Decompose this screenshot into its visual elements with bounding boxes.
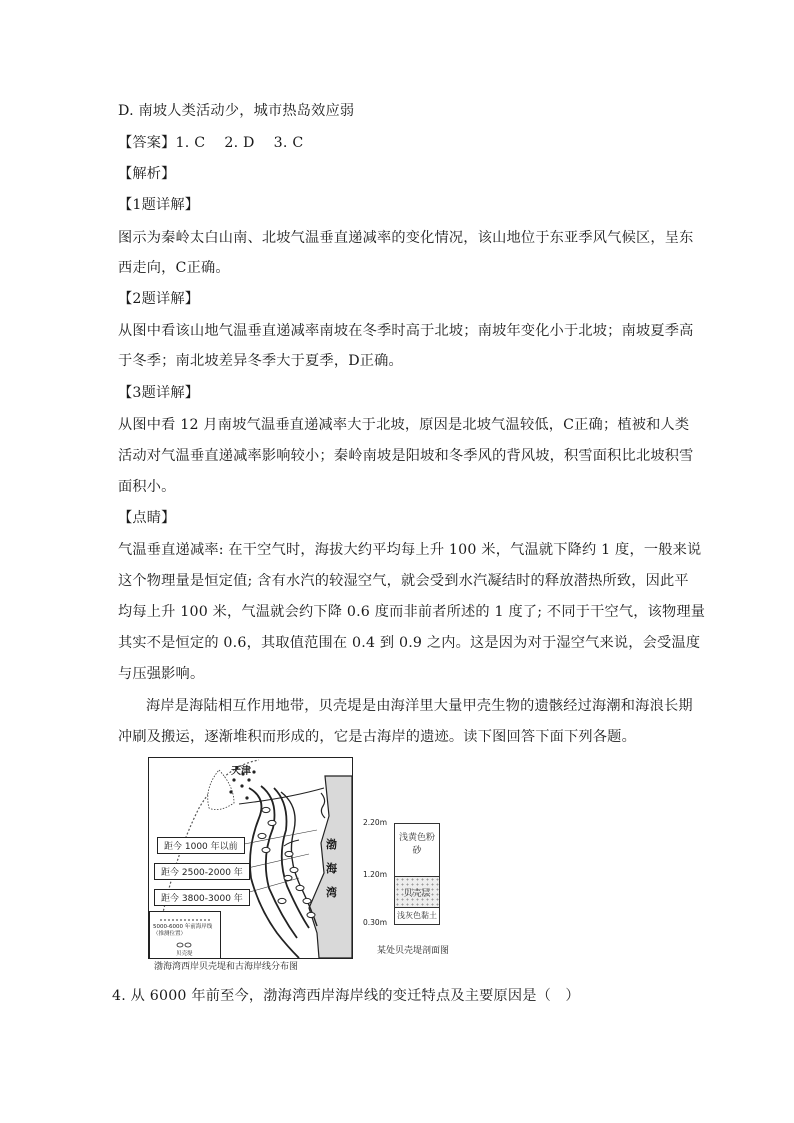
map-legend <box>149 911 221 959</box>
tip-text-5: 与压强影响。 <box>118 666 205 682</box>
passage-line-2: 冲刷及搬运，逐渐堆积而形成的，它是古海岸的遗迹。读下图回答下面下列各题。 <box>118 729 636 745</box>
q1-text-1: 图示为秦岭太白山南、北坡气温垂直递减率的变化情况，该山地位于东亚季风气候区，呈东 <box>118 230 694 246</box>
legend-coastline-label: 5000-6000 年前海岸线（推测位置） <box>153 924 213 937</box>
q3-text-3: 面积小。 <box>118 479 176 495</box>
q2-text-2: 于冬季；南北坡差异冬季大于夏季，D正确。 <box>118 353 403 369</box>
question-4: 4. 从 6000 年前至今，渤海湾西岸海岸线的变迁特点及主要原因是（ ） <box>112 988 580 1004</box>
q3-text-2: 活动对气温垂直递减率影响较小；秦岭南坡是阳坡和冬季风的背风坡，积雪面积比北坡积雪 <box>118 448 694 464</box>
coast-label-1000: 距今 1000 年以前 <box>157 837 245 854</box>
shell-ridge-profile <box>394 823 440 925</box>
legend-shell-label: 贝壳堤 <box>176 951 193 957</box>
coast-label-2500: 距今 2500-2000 年 <box>154 863 250 880</box>
tip-text-2: 这个物理量是恒定值; 含有水汽的较湿空气，就会受到水汽凝结时的释放潜热所致，因此平 <box>118 573 689 589</box>
layer-grey-clay: 浅灰色黏土 <box>395 908 439 924</box>
q3-heading: 【3题详解】 <box>118 385 200 401</box>
tick-0-30m: 0.30m <box>363 918 388 927</box>
q2-heading: 【2题详解】 <box>118 291 200 307</box>
coast-label-3800: 距今 3800-3000 年 <box>154 889 250 906</box>
city-label: 天津 <box>231 766 251 777</box>
option-d: D. 南坡人类活动少，城市热岛效应弱 <box>118 103 355 119</box>
q2-text-1: 从图中看该山地气温垂直递减率南坡在冬季时高于北坡；南坡年变化小于北坡；南坡夏季高 <box>118 323 694 339</box>
tip-text-3: 均每上升 100 米，气温就会约下降 0.6 度而非前者所述的 1 度了; 不同于干空气，该物理量 <box>118 604 706 620</box>
passage-line-1: 海岸是海陆相互作用地带，贝壳堤是由海洋里大量甲壳生物的遗骸经过海潮和海浪长期 <box>146 698 693 714</box>
q1-text-2: 西走向，C正确。 <box>118 260 230 276</box>
profile-caption: 某处贝壳堤剖面图 <box>377 946 450 956</box>
q1-heading: 【1题详解】 <box>118 197 200 213</box>
tick-2-20m: 2.20m <box>363 818 388 827</box>
answer-line: 【答案】1. C 2. D 3. C <box>118 135 304 151</box>
layer-yellow-silt: 浅黄色粉砂 <box>395 824 439 876</box>
tip-text-4: 其实不是恒定的 0.6，其取值范围在 0.4 到 0.9 之内。这是因为对于湿空气来说，会受温度 <box>118 635 701 651</box>
tip-heading: 【点睛】 <box>118 510 176 526</box>
figure <box>148 757 478 971</box>
analysis-heading: 【解析】 <box>118 166 176 182</box>
sea-label-3: 湾 <box>326 886 337 899</box>
legend-shell-icon <box>150 941 220 949</box>
map-caption: 渤海湾西岸贝壳堤和古海岸线分布图 <box>154 962 299 972</box>
shell-ridge-map <box>148 757 353 959</box>
layer-shell: 贝壳层 <box>395 876 439 908</box>
sea-label-1: 渤 <box>326 838 337 851</box>
tip-text-1: 气温垂直递减率: 在干空气时，海拔大约平均每上升 100 米，气温就下降约 1 度，一般来说 <box>118 542 702 558</box>
q3-text-1: 从图中看 12 月南坡气温垂直递减率大于北坡，原因是北坡气温较低，C正确；植被和人类 <box>118 417 690 433</box>
tick-1-20m: 1.20m <box>363 870 388 879</box>
sea-label-2: 海 <box>326 862 337 875</box>
